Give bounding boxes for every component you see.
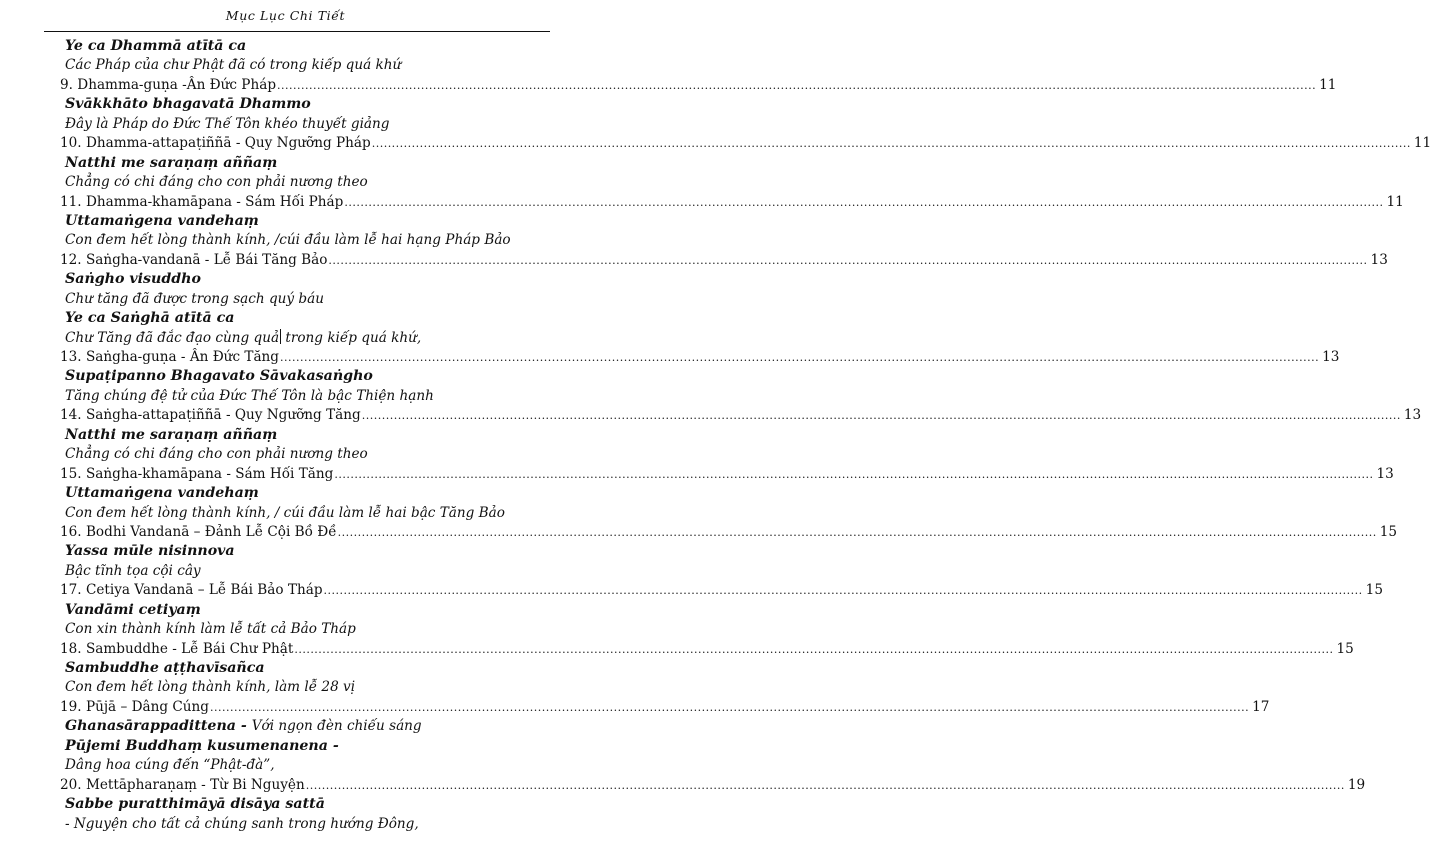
toc-page-number: 19 [1347, 776, 1366, 793]
toc-page-number: 11 [1413, 135, 1431, 152]
toc-page-number: 15 [1336, 640, 1354, 657]
dot-leader: .................................................................................................................................................................................................................................................................... [337, 525, 1377, 539]
toc-entry-title: 12. Saṅgha-vandanā - Lễ Bái Tăng Bảo [60, 251, 328, 268]
inline-translation: Với ngọn đèn chiếu sáng [251, 718, 422, 735]
toc-entry [60, 465, 1394, 484]
toc-page-number: 13 [1370, 251, 1388, 268]
translation-line: Chư tăng đã được trong sạch quý báu [65, 290, 324, 307]
pali-verse-line: Ghanasārappadittena - Với ngọn đèn chiếu sáng [65, 718, 422, 735]
toc-entry-title: 16. Bodhi Vandanā – Đảnh Lễ Cội Bồ Đề [60, 523, 337, 540]
pali-verse-line: Saṅgho visuddho [65, 271, 201, 288]
translation-line: Con đem hết lòng thành kính, làm lễ 28 vị [65, 679, 356, 696]
pali-verse-line: Yassa mūle nisinnova [65, 543, 235, 560]
toc-entry [60, 523, 1398, 542]
translation-line: Bậc tĩnh tọa cội cây [65, 562, 201, 579]
pali-verse-line: Ye ca Dhammā atītā ca [65, 38, 247, 54]
toc-page-number: 17 [1252, 698, 1270, 715]
pali-verse-line: Svākkhāto bhagavatā Dhammo [65, 96, 311, 113]
dot-leader: .................................................................................................................................................................................................................................................................... [361, 409, 1401, 423]
dot-leader: .................................................................................................................................................................................................................................................................... [280, 351, 1320, 364]
toc-entry [60, 640, 1354, 659]
toc-page-number: 11 [1386, 193, 1404, 210]
toc-entry [60, 193, 1404, 212]
dot-leader: .................................................................................................................................................................................................................................................................... [305, 778, 1345, 792]
translation-line: Con đem hết lòng thành kính, /cúi đầu làm lễ hai hạng Pháp Bảo [65, 232, 511, 249]
toc-entry [60, 776, 1366, 795]
toc-entry [60, 134, 1431, 153]
dot-leader: .................................................................................................................................................................................................................................................................... [210, 700, 1250, 714]
toc-page-number: 13 [1376, 465, 1394, 482]
toc-entry-title: 11. Dhamma-khamāpana - Sám Hối Pháp [60, 193, 344, 210]
pali-verse-line: Supaṭipanno Bhagavato Sāvakasaṅgho [65, 368, 373, 385]
translation-line: Đây là Pháp do Đức Thế Tôn khéo thuyết giảng [65, 115, 390, 132]
dot-leader: .................................................................................................................................................................................................................................................................... [328, 253, 1368, 267]
toc-entry-title: 10. Dhamma-attapaṭiññā - Quy Ngưỡng Pháp [60, 135, 371, 152]
pali-verse-line: Natthi me saraṇaṃ aññaṃ [65, 154, 278, 171]
toc-page-number: 15 [1365, 582, 1383, 599]
toc-page-number: 13 [1322, 349, 1340, 365]
page-header-title: Mục Lục Chi Tiết [225, 8, 346, 23]
table-of-contents [60, 37, 1431, 834]
pali-verse-line: Sambuddhe aṭṭhavīsañca [65, 660, 265, 676]
pali-verse-line: Vandāmi cetiyaṃ [65, 601, 201, 618]
toc-entry-title: 13. Saṅgha-guṇa - Ân Đức Tăng [60, 349, 280, 365]
toc-entry-title: 9. Dhamma-guṇa -Ân Đức Pháp [60, 76, 277, 93]
header-divider [44, 31, 550, 32]
dot-leader: .................................................................................................................................................................................................................................................................... [277, 78, 1317, 92]
toc-page-number: 15 [1379, 523, 1398, 540]
dot-leader: .................................................................................................................................................................................................................................................................... [344, 195, 1384, 209]
toc-entry [60, 406, 1422, 425]
translation-line: Chư Tăng đã đắc đạo cùng quả trong kiếp quá khứ, [65, 329, 422, 346]
pali-verse-line: Pūjemi Buddhaṃ kusumenanena - [65, 737, 339, 754]
dot-leader: .................................................................................................................................................................................................................................................................... [334, 467, 1374, 481]
toc-entry [60, 698, 1270, 717]
translation-line: - Nguyện cho tất cả chúng sanh trong hướng Đông, [65, 815, 419, 832]
translation-line: Các Pháp của chư Phật đã có trong kiếp quá khứ [65, 57, 402, 74]
toc-entry-title: 18. Sambuddhe - Lễ Bái Chư Phật [60, 640, 294, 657]
pali-verse-line: Uttamaṅgena vandehaṃ [65, 212, 259, 229]
toc-entry-title: 14. Saṅgha-attapaṭiññā - Quy Ngưỡng Tăng [60, 407, 361, 424]
translation-line: Tăng chúng đệ tử của Đức Thế Tôn là bậc Thiện hạnh [65, 387, 434, 404]
translation-line: Chẳng có chi đáng cho con phải nương theo [65, 446, 368, 463]
toc-entry-title: 15. Saṅgha-khamāpana - Sám Hối Tăng [60, 465, 334, 482]
translation-line: Con đem hết lòng thành kính, / cúi đầu làm lễ hai bậc Tăng Bảo [65, 504, 505, 521]
toc-entry [60, 251, 1388, 270]
pali-verse-line: Uttamaṅgena vandehaṃ [65, 485, 259, 502]
toc-entry-title: 20. Mettāpharaṇaṃ - Từ Bi Nguyện [60, 776, 305, 793]
pali-verse-line: Natthi me saraṇaṃ aññaṃ [65, 426, 278, 443]
pali-verse-line: Ye ca Saṅghā atītā ca [65, 310, 235, 327]
toc-page-number: 11 [1319, 76, 1337, 93]
translation-line: Dâng hoa cúng đến “Phật-đà”, [65, 757, 275, 774]
toc-entry-title: 19. Pūjā – Dâng Cúng [60, 698, 209, 715]
toc-entry [60, 76, 1337, 95]
dot-leader: .................................................................................................................................................................................................................................................................... [371, 137, 1411, 151]
toc-entry [60, 581, 1383, 600]
translation-line: Chẳng có chi đáng cho con phải nương theo [65, 174, 368, 191]
dot-leader: .................................................................................................................................................................................................................................................................... [294, 642, 1334, 656]
toc-page-number: 13 [1403, 407, 1422, 424]
toc-entry [60, 348, 1340, 367]
pali-verse-line: Sabbe puratthimāyā disāya sattā [65, 796, 325, 813]
dot-leader: .................................................................................................................................................................................................................................................................... [323, 584, 1363, 598]
translation-line: Con xin thành kính làm lễ tất cả Bảo Tháp [65, 621, 356, 638]
toc-entry-title: 17. Cetiya Vandanā – Lễ Bái Bảo Tháp [60, 582, 323, 599]
